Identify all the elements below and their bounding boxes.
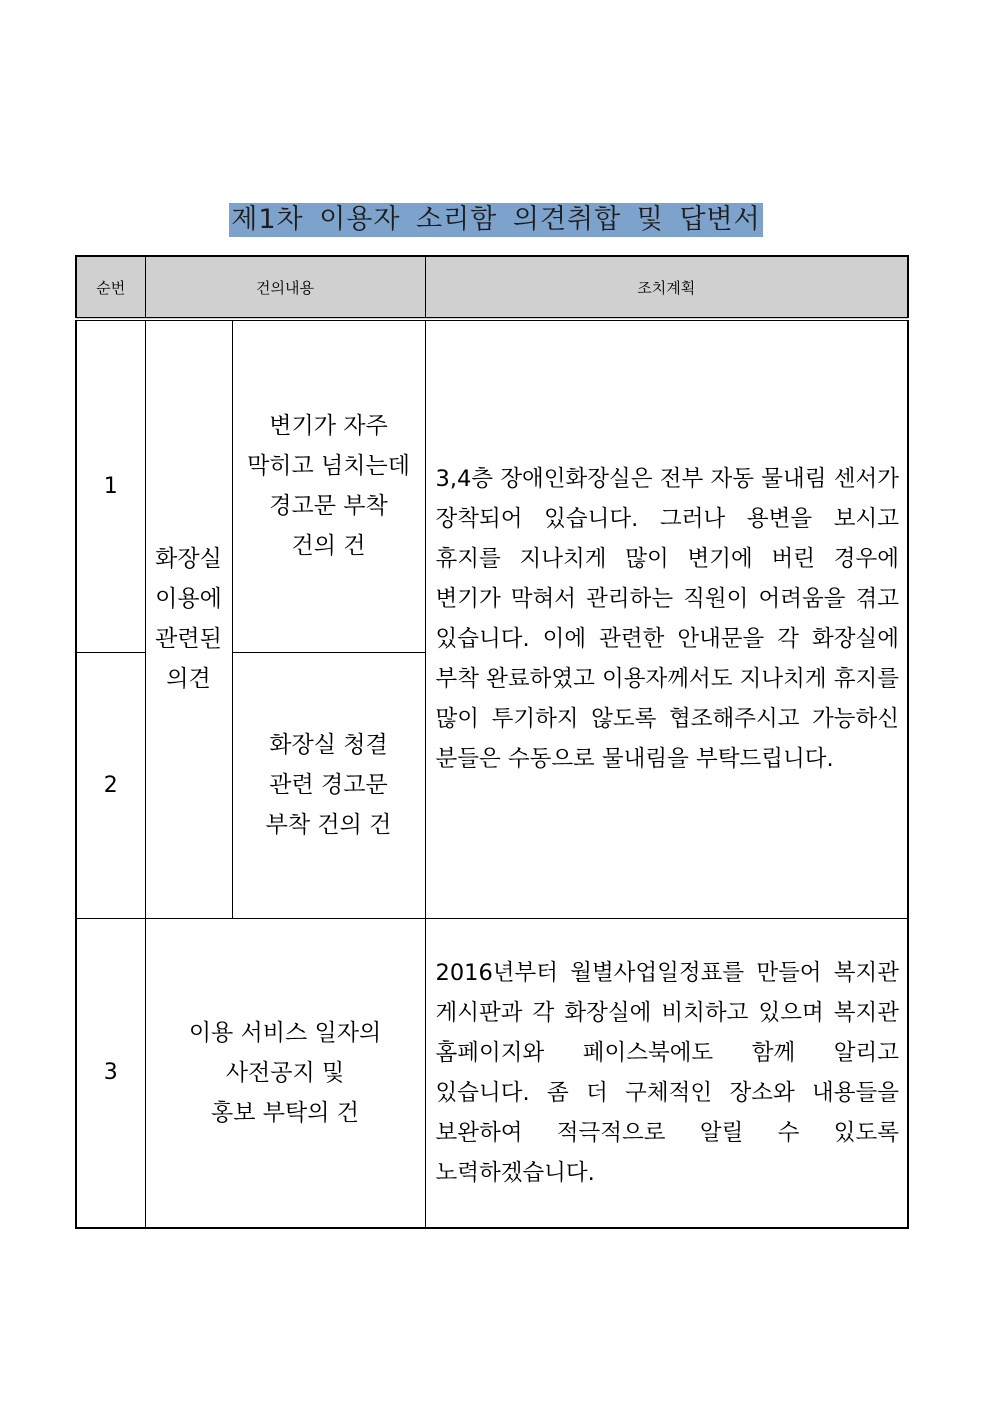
- request-detail: 이용 서비스 일자의 사전공지 및 홍보 부탁의 건: [145, 918, 425, 1228]
- request-detail: 변기가 자주 막히고 넘치는데 경고문 부착 건의 건: [232, 319, 425, 652]
- header-content: 건의내용: [145, 256, 425, 319]
- action-plan: 2016년부터 월별사업일정표를 만들어 복지관 게시판과 각 화장실에 비치하고 있으며 복지관 홈페이지와 페이스북에도 함께 알리고 있습니다. 좀 더 구체적인 장소와 내용들을 보완하여 적극적으로 알릴 수 있도록 노력하겠습니다.: [425, 918, 908, 1228]
- table-header-row: [76, 256, 908, 319]
- opinion-table: [75, 255, 909, 1229]
- table-row: [76, 319, 908, 652]
- table-row: [76, 918, 908, 1228]
- header-number: 순번: [76, 256, 145, 319]
- action-plan: 3,4층 장애인화장실은 전부 자동 물내림 센서가 장착되어 있습니다. 그러나 용변을 보시고 휴지를 지나치게 많이 변기에 버린 경우에 변기가 막혀서 관리하는 직원이 어려움을 겪고 있습니다. 이에 관련한 안내문을 각 화장실에 부착 완료하였고 이용자께서도 지나치게 휴지를 많이 투기하지 않도록 협조해주시고 가능하신 분들은 수동으로 물내림을 부탁드립니다.: [425, 319, 908, 918]
- page-title: 제1차 이용자 소리함 의견취합 및 답변서: [231, 204, 761, 235]
- row-number: 3: [76, 918, 145, 1228]
- header-plan: 조치계획: [425, 256, 908, 319]
- row-number: 2: [76, 652, 145, 918]
- title-wrapper: [0, 203, 992, 237]
- request-detail: 화장실 청결 관련 경고문 부착 건의 건: [232, 652, 425, 918]
- row-number: 1: [76, 319, 145, 652]
- category-cell: 화장실 이용에 관련된 의견: [145, 319, 232, 918]
